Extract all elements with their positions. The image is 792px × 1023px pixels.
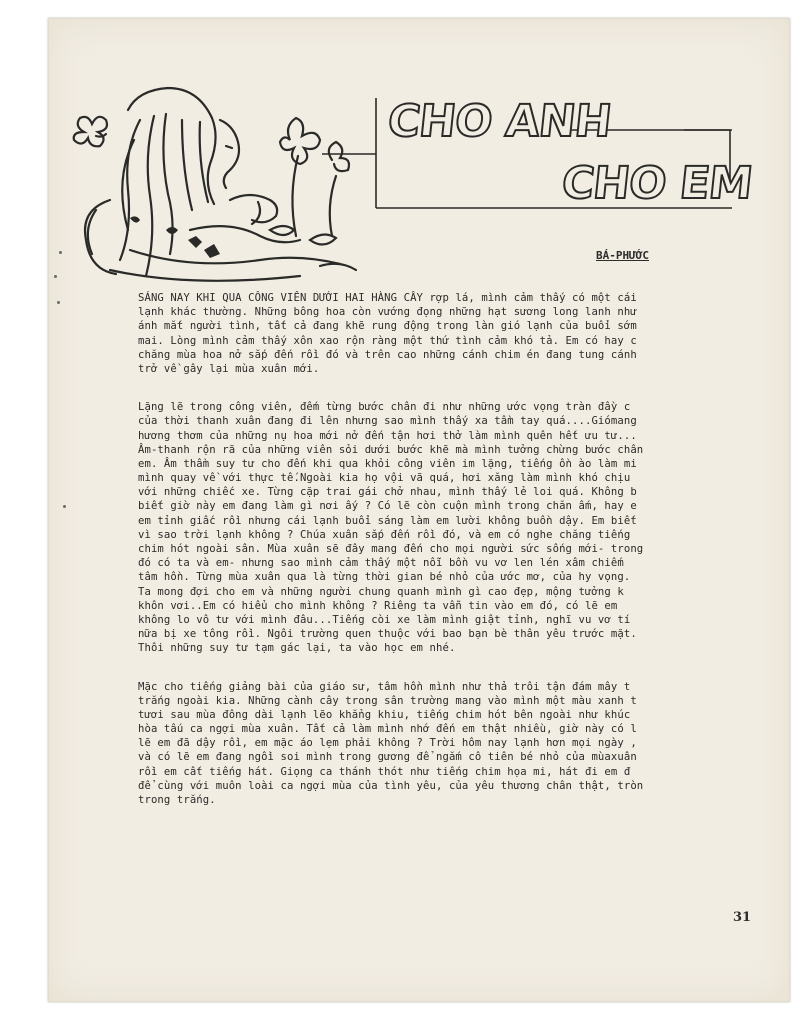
text-line: tươi sau mùa đông dài lạnh lẽo khẳng khiu, tiếng chim hót bên ngoài như khúc <box>138 708 631 721</box>
article-title-line1: CHO ANH <box>385 96 614 147</box>
text-line: SÁNG NAY KHI QUA CÔNG VIÊN DƯỚI HAI HÀNG CÂY rợp lá, mình cảm thấy có một cái <box>138 292 637 304</box>
text-line: em tỉnh giấc rồi nhưng cái lạnh buổi sáng làm em lười không buồn dậy. Em biết <box>138 514 637 527</box>
text-line: hương thơm của những nụ hoa mới nở đến tận hơi thở làm mình quên hết ưu tư... <box>138 429 637 442</box>
text-line: mai. Lòng mình cảm thấy xôn xao rộn ràng một thứ tình cảm khó tả. Em có hay c <box>138 334 637 347</box>
article-body <box>138 291 768 807</box>
text-line: mình quay về với thực tế.Ngoài kia họ vội vã quá, hơi xăng làm mình khó chịu <box>138 472 631 485</box>
text-line: Lặng lẽ trong công viên, đếm từng bước chân đi như những ước vọng tràn đầy c <box>138 401 631 414</box>
text-line: lẽ em đã dậy rồi, em mặc áo lẹm phải không ? Trời hôm nay lạnh hơn mọi ngày , <box>138 737 637 750</box>
paragraph-3 <box>138 680 768 808</box>
text-line: chăng mùa hoa nở sắp đến rồi đó và trên cao những cánh chim én đang tung cánh <box>138 348 637 361</box>
text-line: em. Âm thầm suy tư cho đến khi qua khỏi công viên im lặng, tiếng ồn ào làm mi <box>138 457 637 470</box>
author-byline: BÁ-PHƯỚC <box>596 249 649 262</box>
text-line: ánh mắt người tình, tất cả đang khẽ rung động trong làn gió lạnh của buổi sớm <box>138 320 637 333</box>
ink-speck <box>59 251 62 254</box>
text-line: với những chiếc xe. Từng cặp trai gái chở nhau, mình thấy lẻ loi quá. Không b <box>138 486 637 499</box>
text-line: đó có ta và em- nhưng sao mình cảm thấy một nỗi bồn vu vơ len lén xâm chiếm <box>138 557 624 570</box>
text-line: trở về gây lại mùa xuân mới. <box>138 362 320 375</box>
ink-speck <box>54 275 57 278</box>
page-number: 31 <box>733 910 752 925</box>
text-line: để cùng với muôn loài ca ngợi mùa của tình yêu, của yêu thương chân thật, tròn <box>138 779 644 792</box>
text-line: hòa tấu ca ngợi mùa xuân. Tất cả làm mình nhớ đến em thật nhiều, giờ này có l <box>138 723 637 736</box>
text-line: tâm hồn. Từng mùa xuân qua là từng thời gian bé nhỏ của ước mơ, của hy vọng. <box>138 571 631 584</box>
paragraph-1 <box>138 291 768 376</box>
text-line: chim hót ngoài sân. Mùa xuân sẽ đây mang đến cho mọi người sức sống mới- trong <box>138 543 644 555</box>
text-line: của thời thanh xuân đang đi lên nhưng sao mình thấy xa tầm tay quá....Giómang <box>138 415 637 428</box>
text-line: khôn vơi..Em có hiểu cho mình không ? Riêng ta vẫn tin vào em đó, có lẽ em <box>138 599 618 612</box>
text-line: vì sao trời lạnh không ? Chúa xuân sắp đến rồi đó, và em có nghe chăng tiếng <box>138 528 631 541</box>
text-line: trong trắng. <box>138 794 216 806</box>
text-line: Ta mong đợi cho em và những người chung quanh mình gì cao đẹp, mộng tưởng k <box>138 585 624 598</box>
text-line: Thôi những suy tư tạm gác lại, ta vào học em nhé. <box>138 642 456 655</box>
text-line: rồi em cất tiếng hát. Giọng ca thánh thót như tiếng chim họa mi, hát đi em đ <box>138 765 631 778</box>
text-line: trắng ngoài kia. Những cành cây trong sân trường mang vào mình một màu xanh t <box>138 694 637 707</box>
text-line: Âm-thanh rộn rã của những viên sỏi dưới bước khẽ mà mình tưởng chừng bước chân <box>138 443 644 456</box>
article-title-line2: CHO EM <box>559 158 755 209</box>
text-line: nữa bị xe tông rồi. Ngôi trường quen thuộc với bao bạn bè thân yêu trước mặt. <box>138 628 637 641</box>
text-line: lạnh khác thường. Những bông hoa còn vướng đọng những hạt sương long lanh như <box>138 306 637 319</box>
ink-speck <box>63 505 66 508</box>
text-line: biết giờ này em đang làm gì nơi ấy ? Có lẽ còn cuộn mình trong chăn ấm, hay e <box>138 500 637 513</box>
text-line: Mặc cho tiếng giảng bài của giáo sư, tâm hồn mình như thả trôi tận đám mây t <box>138 680 631 693</box>
text-line: và có lẽ em đang ngồi soi mình trong gương để ngắm cô tiên bé nhỏ của mùaxuân <box>138 751 637 764</box>
text-line: không lo vô tư với mình đâu...Tiếng còi xe làm mình giật tỉnh, nghĩ vu vơ tí <box>138 613 631 626</box>
paragraph-2 <box>138 400 768 655</box>
ink-speck <box>57 301 60 304</box>
